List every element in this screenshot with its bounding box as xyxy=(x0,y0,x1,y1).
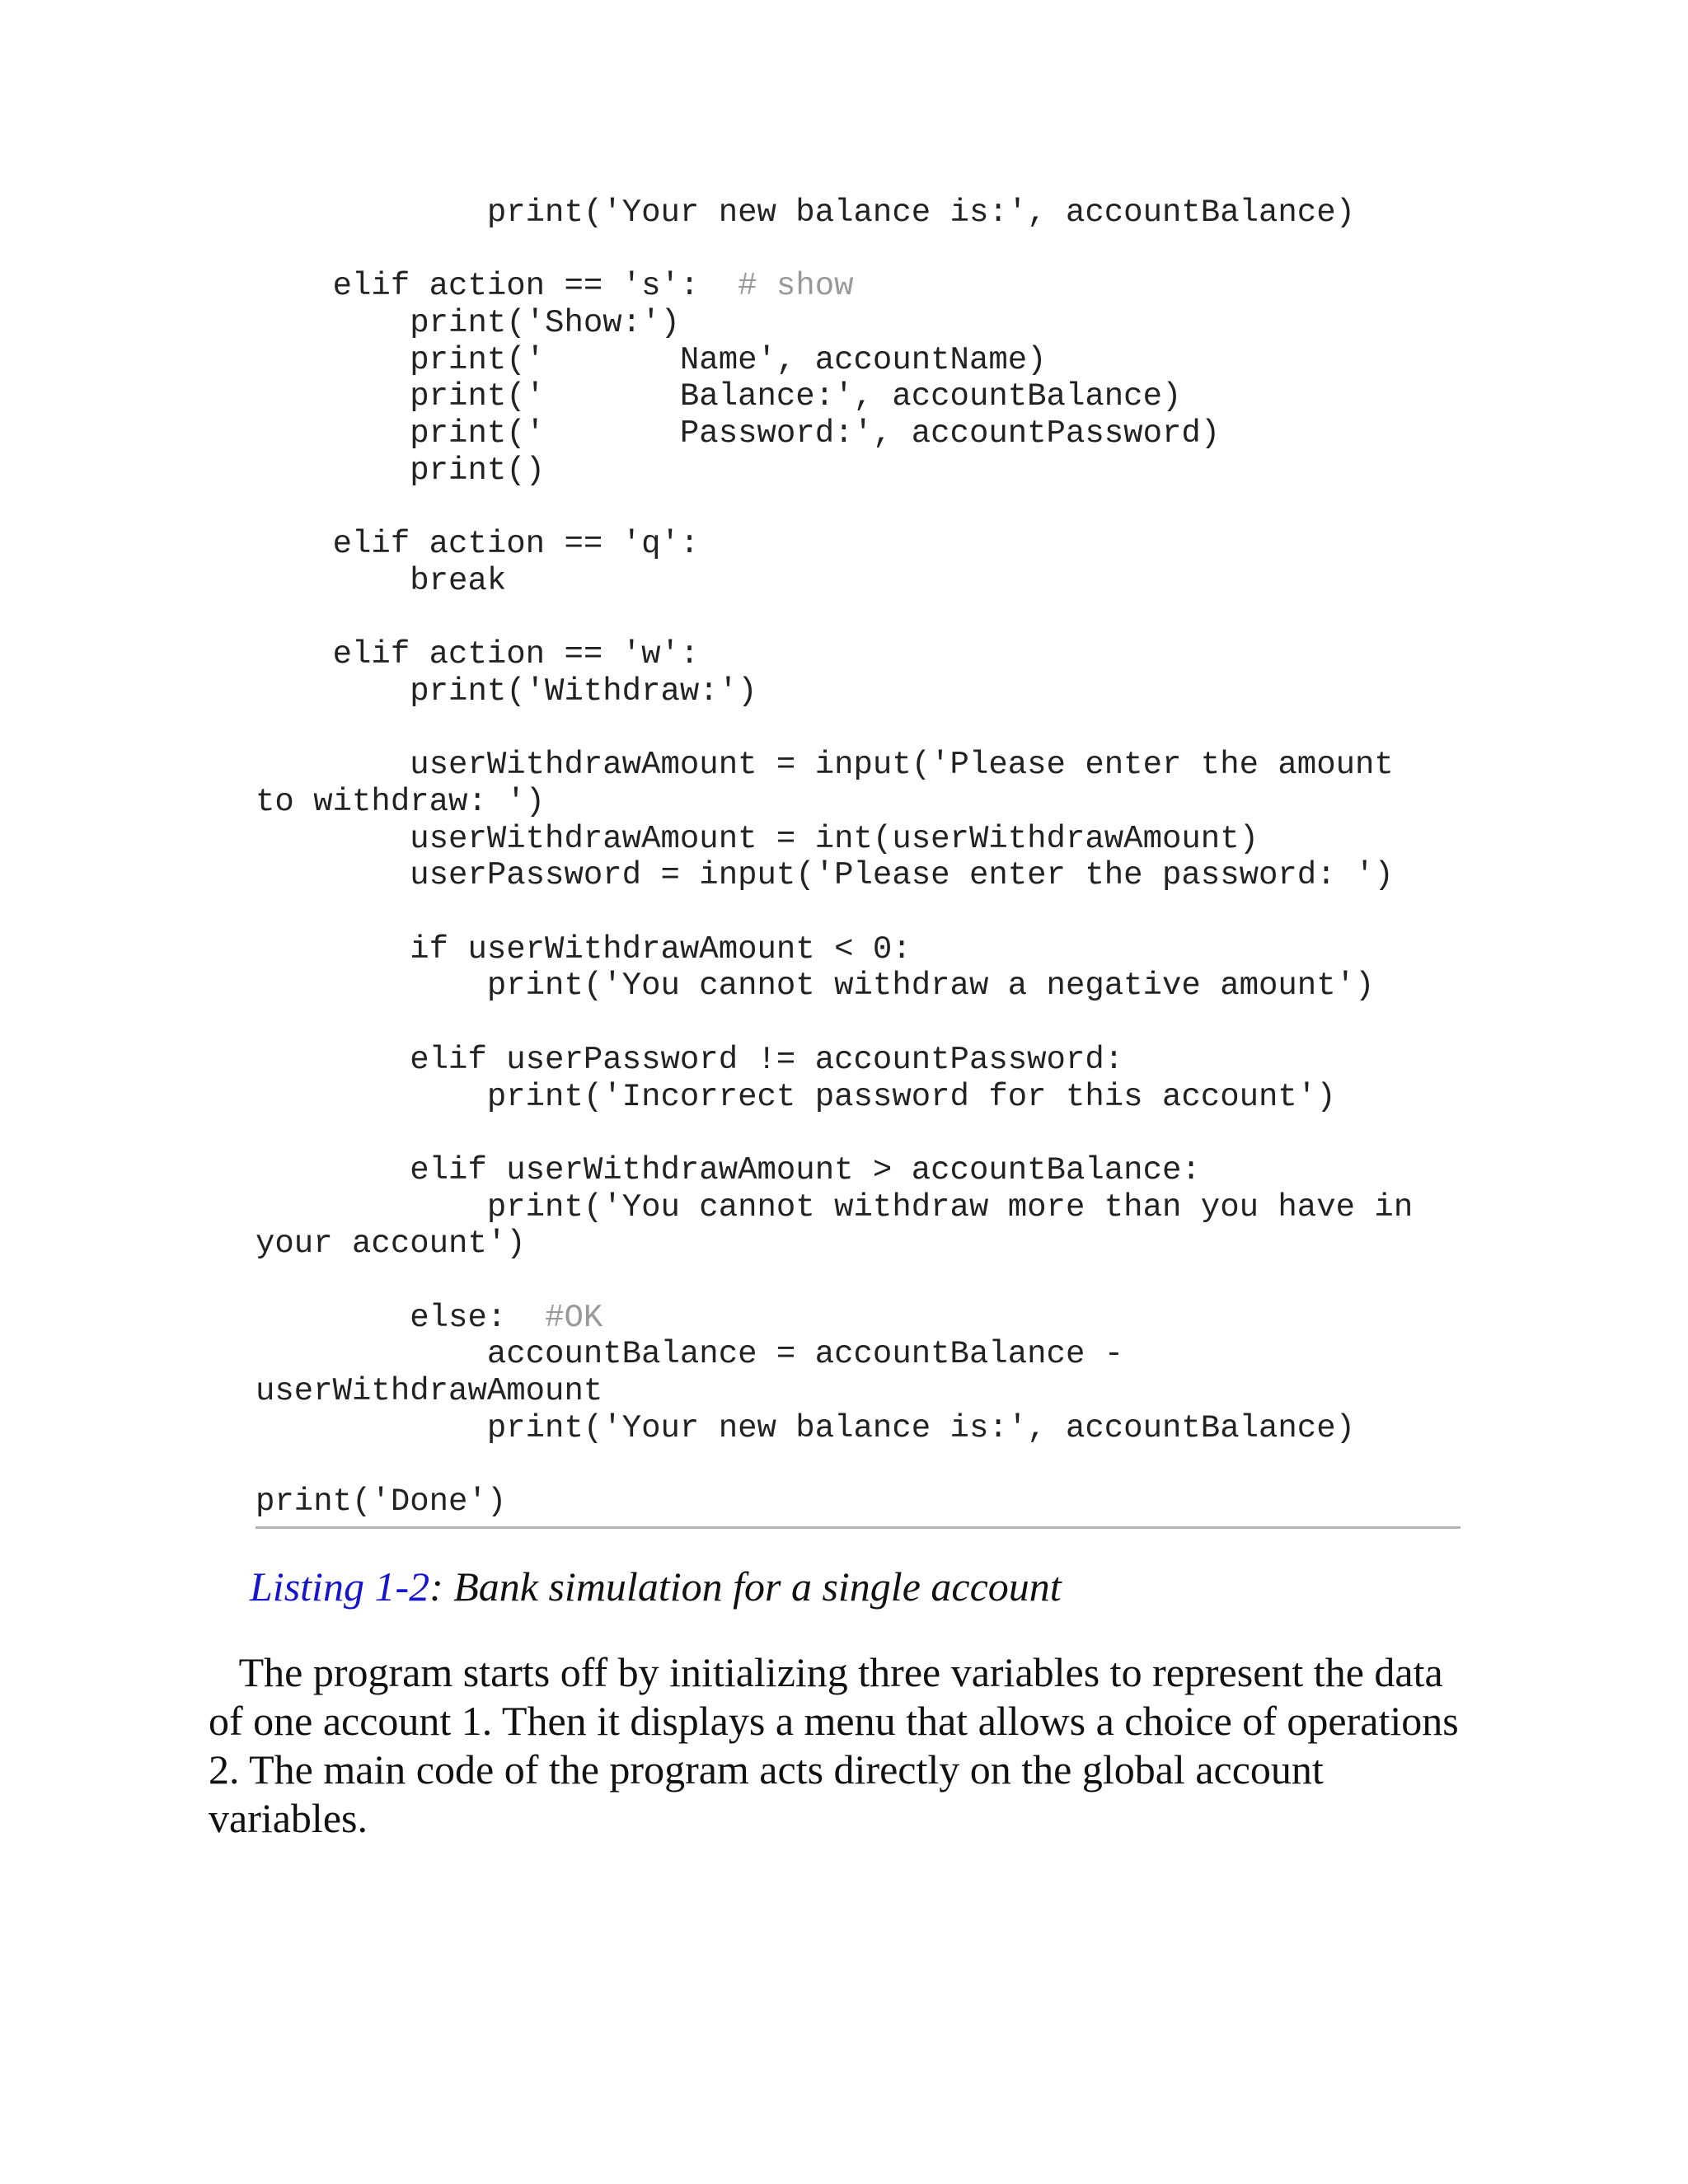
code-listing xyxy=(256,194,1467,1521)
code-text: print('Your new balance is:', accountBalance) xyxy=(256,194,1356,231)
code-comment: # show xyxy=(738,268,854,305)
code-line xyxy=(256,1152,1467,1189)
code-line xyxy=(256,1115,1467,1152)
code-line xyxy=(256,194,1467,232)
code-line xyxy=(256,1483,1467,1521)
code-line xyxy=(256,747,1467,784)
code-line xyxy=(256,1189,1467,1226)
code-text: print('You cannot withdraw more than you have in xyxy=(256,1188,1414,1226)
code-line xyxy=(256,600,1467,637)
code-text: print() xyxy=(256,452,546,489)
listing-divider xyxy=(256,1526,1461,1529)
code-line xyxy=(256,563,1467,600)
code-line xyxy=(256,636,1467,673)
code-line xyxy=(256,342,1467,379)
code-text: accountBalance = accountBalance - xyxy=(256,1336,1124,1373)
code-line xyxy=(256,1300,1467,1337)
code-line xyxy=(256,415,1467,452)
code-text: else: xyxy=(256,1299,546,1336)
code-text: print(' Balance:', accountBalance) xyxy=(256,378,1182,415)
listing-caption xyxy=(250,1562,1486,1611)
paragraph-line: of one account 1. Then it displays a menu that allows a choice of operations xyxy=(209,1698,1459,1744)
code-line xyxy=(256,857,1467,894)
code-text: if userWithdrawAmount < 0: xyxy=(256,930,912,968)
code-line xyxy=(256,821,1467,858)
code-text: break xyxy=(256,562,507,599)
code-text: userPassword = input('Please enter the password: ') xyxy=(256,857,1394,894)
code-line xyxy=(256,710,1467,748)
code-line xyxy=(256,490,1467,527)
code-text: print('Withdraw:') xyxy=(256,673,757,710)
code-text: elif action == 'q': xyxy=(256,526,700,563)
code-text: print('Your new balance is:', accountBalance) xyxy=(256,1409,1356,1446)
listing-reference-link[interactable]: Listing 1-2 xyxy=(250,1563,430,1610)
code-text: print('Done') xyxy=(256,1483,507,1521)
code-comment: #OK xyxy=(545,1299,603,1336)
code-text: elif action == 's': xyxy=(256,268,738,305)
code-line xyxy=(256,1263,1467,1300)
code-text: userWithdrawAmount xyxy=(256,1373,603,1409)
code-line xyxy=(256,1042,1467,1079)
code-line xyxy=(256,1446,1467,1483)
code-line xyxy=(256,1005,1467,1042)
code-text: print('You cannot withdraw a negative amount') xyxy=(256,968,1375,1005)
code-line xyxy=(256,305,1467,342)
code-text: print('Show:') xyxy=(256,305,680,342)
code-line xyxy=(256,784,1467,821)
caption-text: : Bank simulation for a single account xyxy=(429,1563,1062,1610)
code-line xyxy=(256,968,1467,1005)
code-text: elif userWithdrawAmount > accountBalance: xyxy=(256,1151,1201,1188)
paragraph-line: 2. The main code of the program acts directly on the global account xyxy=(209,1746,1324,1793)
body-paragraph xyxy=(209,1648,1461,1843)
code-line xyxy=(256,1079,1467,1116)
code-text: to withdraw: ') xyxy=(256,784,546,820)
paragraph-line: variables. xyxy=(209,1795,368,1841)
code-text: userWithdrawAmount = int(userWithdrawAmount) xyxy=(256,820,1259,857)
code-line xyxy=(256,268,1467,305)
code-line xyxy=(256,1336,1467,1373)
code-line xyxy=(256,673,1467,710)
code-line xyxy=(256,378,1467,415)
code-line xyxy=(256,232,1467,269)
code-line xyxy=(256,931,1467,968)
code-text: print('Incorrect password for this account') xyxy=(256,1078,1336,1115)
code-line xyxy=(256,526,1467,563)
code-text: elif userPassword != accountPassword: xyxy=(256,1041,1124,1078)
code-line xyxy=(256,1373,1467,1410)
paragraph-line: The program starts off by initializing three variables to represent the data xyxy=(209,1649,1443,1695)
code-line xyxy=(256,1226,1467,1263)
code-text: userWithdrawAmount = input('Please enter the amount xyxy=(256,747,1394,784)
code-line xyxy=(256,894,1467,931)
code-text: print(' Password:', accountPassword) xyxy=(256,415,1221,452)
code-line xyxy=(256,452,1467,490)
code-text: elif action == 'w': xyxy=(256,636,700,673)
code-text: print(' Name', accountName) xyxy=(256,341,1047,378)
code-text: your account') xyxy=(256,1226,526,1263)
code-line xyxy=(256,1410,1467,1447)
